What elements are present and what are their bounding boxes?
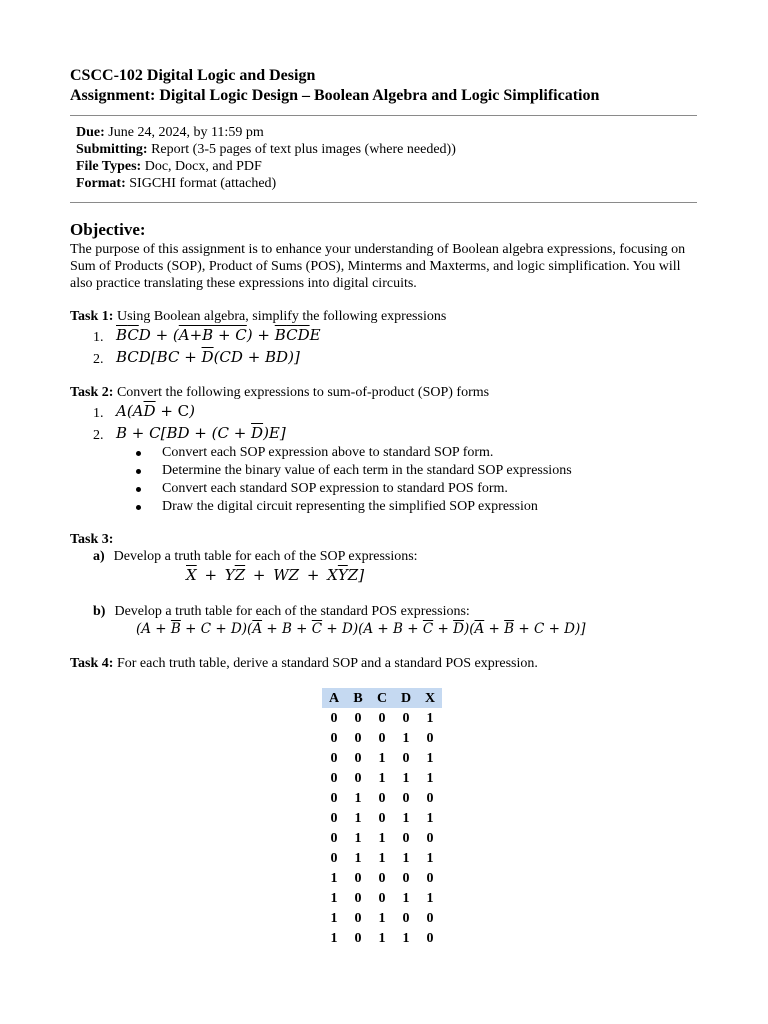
task1-heading	[70, 308, 446, 325]
meta-format-value: SIGCHI format (attached)	[125, 176, 277, 191]
table-row	[322, 828, 442, 848]
task3-part-b	[93, 603, 470, 620]
table-cell: 1	[354, 810, 362, 826]
table-cell: 0	[378, 710, 386, 726]
table-cell: 1	[378, 750, 386, 766]
task2-expression-1: $A(A\overline{D} + C)$	[116, 402, 196, 420]
table-cell: 0	[426, 870, 434, 886]
table-cell: 0	[378, 730, 386, 746]
table-cell: 1	[402, 890, 410, 906]
table-cell: 0	[378, 790, 386, 806]
table-cell: 1	[426, 890, 434, 906]
meta-due	[76, 124, 264, 141]
task1-expression-1: $\overline{B}\overline{C}D + (A+B + C) + \overline{B}\overline{C}\overline{D}E$	[116, 326, 321, 344]
table-cell: 0	[330, 830, 338, 846]
task2-bullet-2-text: Determine the binary value of each term in the standard SOP expressions	[162, 463, 572, 478]
truth-table-header-d: D	[394, 688, 418, 708]
table-row	[322, 788, 442, 808]
task2-bullet-3-text: Convert each standard SOP expression to standard POS form.	[162, 481, 508, 496]
table-cell: 1	[330, 930, 338, 946]
table-cell: 0	[354, 910, 362, 926]
table-cell: 1	[330, 870, 338, 886]
table-cell: 1	[426, 770, 434, 786]
task3-pos-expression: $(A + \overline{B} + C + D)(\overline{A} + B + \overline{C} + D)(A + B + \overline{C} + \overline{D})(\overline{A} + \overline{B} + C + D)$]	[136, 621, 586, 637]
divider-bottom	[70, 202, 697, 203]
table-cell: 1	[378, 770, 386, 786]
task4-label: Task 4:	[70, 656, 114, 671]
task2-bullet-1	[140, 444, 494, 461]
truth-table-body	[322, 708, 442, 948]
meta-format-label: Format:	[76, 176, 126, 191]
task2-bullet-4	[140, 498, 538, 515]
table-cell: 1	[426, 850, 434, 866]
table-cell: 1	[330, 910, 338, 926]
table-row	[322, 748, 442, 768]
table-cell: 1	[378, 830, 386, 846]
table-row	[322, 808, 442, 828]
task3-b-text: Develop a truth table for each of the standard POS expressions:	[114, 604, 470, 619]
table-cell: 0	[378, 870, 386, 886]
objective-text: The purpose of this assignment is to enhance your understanding of Boolean algebra expressions, focusing on Sum of Products (SOP), Product of Sums (POS), Minterms and Maxterms, and logic simplification. You will also practice translating these expressions into digital circuits.	[70, 242, 686, 291]
meta-submitting-value: Report (3-5 pages of text plus images (where needed))	[147, 142, 456, 157]
table-cell: 1	[354, 830, 362, 846]
table-cell: 0	[330, 770, 338, 786]
task3-heading	[70, 531, 113, 548]
table-cell: 0	[426, 830, 434, 846]
table-cell: 0	[330, 730, 338, 746]
meta-submitting	[76, 141, 456, 158]
table-cell: 0	[330, 850, 338, 866]
table-cell: 0	[402, 910, 410, 926]
task1-text: Using Boolean algebra, simplify the following expressions	[113, 309, 447, 324]
table-cell: 0	[426, 730, 434, 746]
task1-item2-number: 2.	[93, 352, 104, 367]
task2-item1-number: 1.	[93, 406, 104, 421]
table-cell: 0	[402, 750, 410, 766]
table-cell: 0	[330, 750, 338, 766]
table-cell: 0	[330, 810, 338, 826]
table-cell: 0	[426, 910, 434, 926]
meta-format	[76, 175, 276, 192]
table-row	[322, 728, 442, 748]
table-cell: 0	[330, 710, 338, 726]
task2-bullet-1-text: Convert each SOP expression above to standard SOP form.	[162, 445, 494, 460]
task2-item2-number: 2.	[93, 428, 104, 443]
meta-due-label: Due:	[76, 125, 105, 140]
table-cell: 1	[354, 790, 362, 806]
task3-a-label: a)	[93, 549, 105, 564]
table-cell: 0	[354, 730, 362, 746]
task3-b-label: b)	[93, 604, 106, 619]
task2-expression-2: $B + C[BD + (C + \overline{D})E]$	[116, 424, 286, 442]
task3-part-a	[93, 548, 418, 565]
task2-bullet-4-text: Draw the digital circuit representing the simplified SOP expression	[162, 499, 538, 514]
table-row	[322, 928, 442, 948]
divider-top	[70, 115, 697, 116]
task3-sop-expression: $\overline{X} + Y\overline{Z}$ + WZ + $X\overline{Y}Z$]	[186, 566, 365, 584]
table-cell: 0	[426, 930, 434, 946]
table-row	[322, 888, 442, 908]
task3-a-text: Develop a truth table for each of the SOP expressions:	[113, 549, 418, 564]
table-cell: 0	[378, 810, 386, 826]
table-cell: 1	[426, 750, 434, 766]
table-cell: 1	[426, 810, 434, 826]
task4-text: For each truth table, derive a standard SOP and a standard POS expression.	[113, 656, 538, 671]
table-cell: 1	[402, 850, 410, 866]
truth-table-header-a: A	[322, 688, 346, 708]
table-cell: 0	[354, 930, 362, 946]
table-row	[322, 908, 442, 928]
table-cell: 0	[402, 830, 410, 846]
table-cell: 1	[378, 930, 386, 946]
task1-label: Task 1:	[70, 309, 114, 324]
table-row	[322, 768, 442, 788]
table-cell: 1	[402, 770, 410, 786]
truth-table	[322, 688, 442, 948]
table-cell: 0	[402, 870, 410, 886]
course-title: CSCC-102 Digital Logic and Design	[70, 67, 316, 84]
table-cell: 0	[354, 710, 362, 726]
task4-heading	[70, 655, 538, 672]
table-cell: 0	[378, 890, 386, 906]
truth-table-header-b: B	[346, 688, 370, 708]
table-cell: 1	[426, 710, 434, 726]
table-cell: 1	[330, 890, 338, 906]
meta-file-types-label: File Types:	[76, 159, 142, 174]
truth-table-header-c: C	[370, 688, 394, 708]
table-cell: 1	[402, 730, 410, 746]
table-row	[322, 848, 442, 868]
table-row	[322, 868, 442, 888]
table-cell: 1	[354, 850, 362, 866]
task2-bullet-2	[140, 462, 572, 479]
truth-table-header-row	[322, 688, 442, 708]
meta-submitting-label: Submitting:	[76, 142, 148, 157]
table-cell: 1	[378, 910, 386, 926]
table-cell: 0	[354, 890, 362, 906]
table-cell: 0	[402, 710, 410, 726]
table-cell: 1	[378, 850, 386, 866]
objective-heading: Objective:	[70, 220, 146, 239]
task2-label: Task 2:	[70, 385, 114, 400]
table-row	[322, 708, 442, 728]
task3-label: Task 3:	[70, 532, 114, 547]
table-cell: 0	[354, 870, 362, 886]
table-cell: 0	[354, 750, 362, 766]
task2-bullet-3	[140, 480, 508, 497]
table-cell: 1	[402, 930, 410, 946]
meta-file-types	[76, 158, 262, 175]
truth-table-header-x: X	[418, 688, 442, 708]
table-cell: 0	[426, 790, 434, 806]
task2-heading	[70, 384, 489, 401]
meta-file-types-value: Doc, Docx, and PDF	[141, 159, 262, 174]
meta-due-value: June 24, 2024, by 11:59 pm	[104, 125, 264, 140]
assignment-title: Assignment: Digital Logic Design – Boolean Algebra and Logic Simplification	[70, 87, 600, 104]
table-cell: 0	[402, 790, 410, 806]
task1-item1-number: 1.	[93, 330, 104, 345]
table-cell: 0	[330, 790, 338, 806]
task1-expression-2: $BCD[BC + \overline{D}(CD + BD)]$	[116, 348, 300, 366]
table-cell: 0	[354, 770, 362, 786]
task2-text: Convert the following expressions to sum-of-product (SOP) forms	[113, 385, 490, 400]
table-cell: 1	[402, 810, 410, 826]
